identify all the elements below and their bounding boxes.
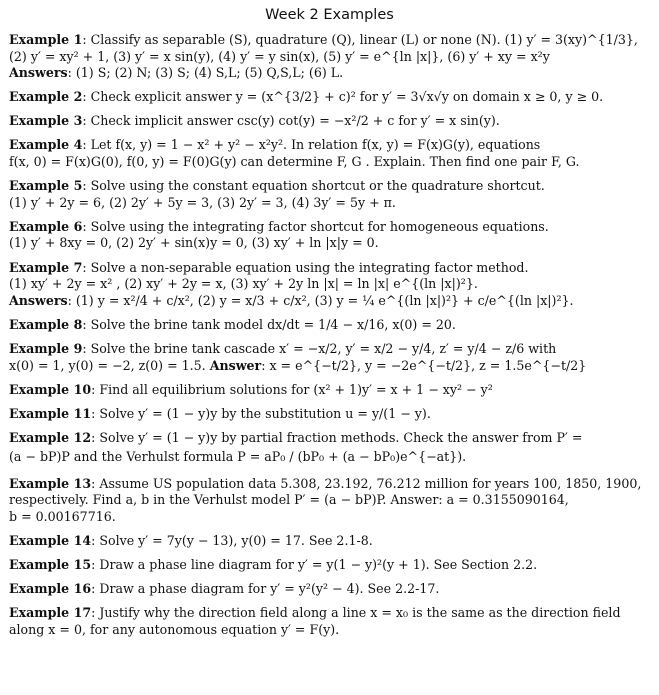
example-label: Example 8 <box>9 316 83 332</box>
example-text: : Justify why the direction field along a line x = x₀ is the same as the direction field <box>91 605 621 621</box>
example-label: Example 12 <box>9 429 92 445</box>
example-5 <box>9 178 651 211</box>
example-12 <box>9 430 651 469</box>
page-title: Week 2 Examples <box>265 7 394 23</box>
example-text: : Check explicit answer y = (x^{3/2} + c)² for y′ = 3√x√y on domain x ≥ 0, y ≥ 0. <box>82 89 604 105</box>
answer-text: : x = e^{−t/2}, y = −2e^{−t/2}, z = 1.5e^{−t/2} <box>261 357 587 373</box>
example-text: : Solve y′ = 7y(y − 13), y(0) = 17. See 2.1-8. <box>91 533 373 549</box>
example-8 <box>9 317 651 334</box>
answers-label: Answers <box>9 292 68 308</box>
answer-label: Answer <box>209 357 262 373</box>
example-label: Example 11 <box>9 405 92 421</box>
answers-text: : (1) y = x²/4 + c/x², (2) y = x/3 + c/x², (3) y = ¼ e^{(ln |x|)²} + c/e^{(ln |x|)²}. <box>67 292 574 308</box>
example-6 <box>9 219 651 252</box>
example-13 <box>9 476 651 526</box>
example-label: Example 1 <box>9 32 83 47</box>
example-label: Example 2 <box>9 89 83 105</box>
example-text: (a − bP)P and the Verhulst formula P = aP₀ / (bP₀ + (a − bP₀)e^{−at}). <box>9 449 467 465</box>
example-text: along x = 0, for any autonomous equation y′ = F(y). <box>9 622 340 638</box>
example-label: Example 9 <box>9 340 83 356</box>
answers-text: : (1) S; (2) N; (3) S; (4) S,L; (5) Q,S,L; (6) L. <box>67 65 344 81</box>
answers-label: Answers <box>9 65 68 81</box>
example-text: (1) xy′ + 2y = x² , (2) xy′ + 2y = x, (3) xy′ + 2y ln |x| = ln |x| e^{(ln |x|)²}. <box>9 276 478 292</box>
example-label: Example 13 <box>9 475 92 491</box>
example-text: : Solve y′ = (1 − y)y by partial fraction methods. Check the answer from P′ = <box>91 429 583 445</box>
example-3 <box>9 113 651 130</box>
example-9 <box>9 341 651 374</box>
example-text: : Solve using the constant equation shortcut or the quadrature shortcut. <box>82 178 545 194</box>
example-4 <box>9 137 651 170</box>
example-text: : Check implicit answer csc(y) cot(y) = −x²/2 + c for y′ = x sin(y). <box>82 113 500 129</box>
example-14 <box>9 533 651 550</box>
example-label: Example 6 <box>9 218 83 234</box>
example-text: : Draw a phase diagram for y′ = y²(y² − 4). See 2.2-17. <box>91 581 440 597</box>
example-label: Example 5 <box>9 178 83 194</box>
example-text: : Solve a non-separable equation using the integrating factor method. <box>82 259 529 275</box>
example-11 <box>9 406 651 423</box>
example-label: Example 3 <box>9 113 83 129</box>
example-text: : Find all equilibrium solutions for (x² + 1)y′ = x + 1 − xy² − y² <box>91 381 493 397</box>
example-text: : Solve using the integrating factor shortcut for homogeneous equations. <box>82 218 549 234</box>
example-label: Example 10 <box>9 381 92 397</box>
example-2 <box>9 89 651 106</box>
example-label: Example 7 <box>9 259 83 275</box>
example-text: (1) y′ + 8xy = 0, (2) 2y′ + sin(x)y = 0, (3) xy′ + ln |x|y = 0. <box>9 235 379 251</box>
example-text: : Solve the brine tank model dx/dt = 1/4 − x/16, x(0) = 20. <box>82 316 456 332</box>
example-text: : Solve y′ = (1 − y)y by the substitution u = y/(1 − y). <box>91 405 431 421</box>
example-text: (2) y′ = xy² + 1, (3) y′ = x sin(y), (4) y′ = y sin(x), (5) y′ = e^{ln |x|}, (6) y′ + xy = x²y <box>9 48 550 64</box>
example-1 <box>9 32 651 82</box>
examples-list <box>9 32 651 646</box>
example-text: respectively. Find a, b in the Verhulst model P′ = (a − bP)P. Answer: a = 0.3155090164, <box>9 492 569 508</box>
example-10 <box>9 382 651 399</box>
example-label: Example 14 <box>9 533 92 549</box>
example-17 <box>9 605 651 638</box>
example-text: : Classify as separable (S), quadrature (Q), linear (L) or none (N). (1) y′ = 3(xy)^{1/3}, <box>82 32 638 47</box>
example-16 <box>9 581 651 598</box>
example-text: f(x, 0) = F(x)G(0), f(0, y) = F(0)G(y) can determine F, G . Explain. Then find one pair F, G. <box>9 154 580 170</box>
example-text: (1) y′ + 2y = 6, (2) 2y′ + 5y = 3, (3) 2y′ = 3, (4) 3y′ = 5y + π. <box>9 194 396 210</box>
example-label: Example 17 <box>9 605 92 621</box>
example-text: b = 0.00167716. <box>9 509 116 525</box>
example-7 <box>9 260 651 310</box>
example-text: : Solve the brine tank cascade x′ = −x/2, y′ = x/2 − y/4, z′ = y/4 − z/6 with <box>82 340 557 356</box>
example-label: Example 16 <box>9 581 92 597</box>
example-label: Example 4 <box>9 137 83 153</box>
example-text: x(0) = 1, y(0) = −2, z(0) = 1.5. <box>9 357 206 373</box>
example-text: : Draw a phase line diagram for y′ = y(1 − y)²(y + 1). See Section 2.2. <box>91 557 538 573</box>
example-label: Example 15 <box>9 557 92 573</box>
example-15 <box>9 557 651 574</box>
example-text: : Assume US population data 5.308, 23.192, 76.212 million for years 100, 1850, 1900, <box>91 475 642 491</box>
example-text: : Let f(x, y) = 1 − x² + y² − x²y². In relation f(x, y) = F(x)G(y), equations <box>82 137 541 153</box>
